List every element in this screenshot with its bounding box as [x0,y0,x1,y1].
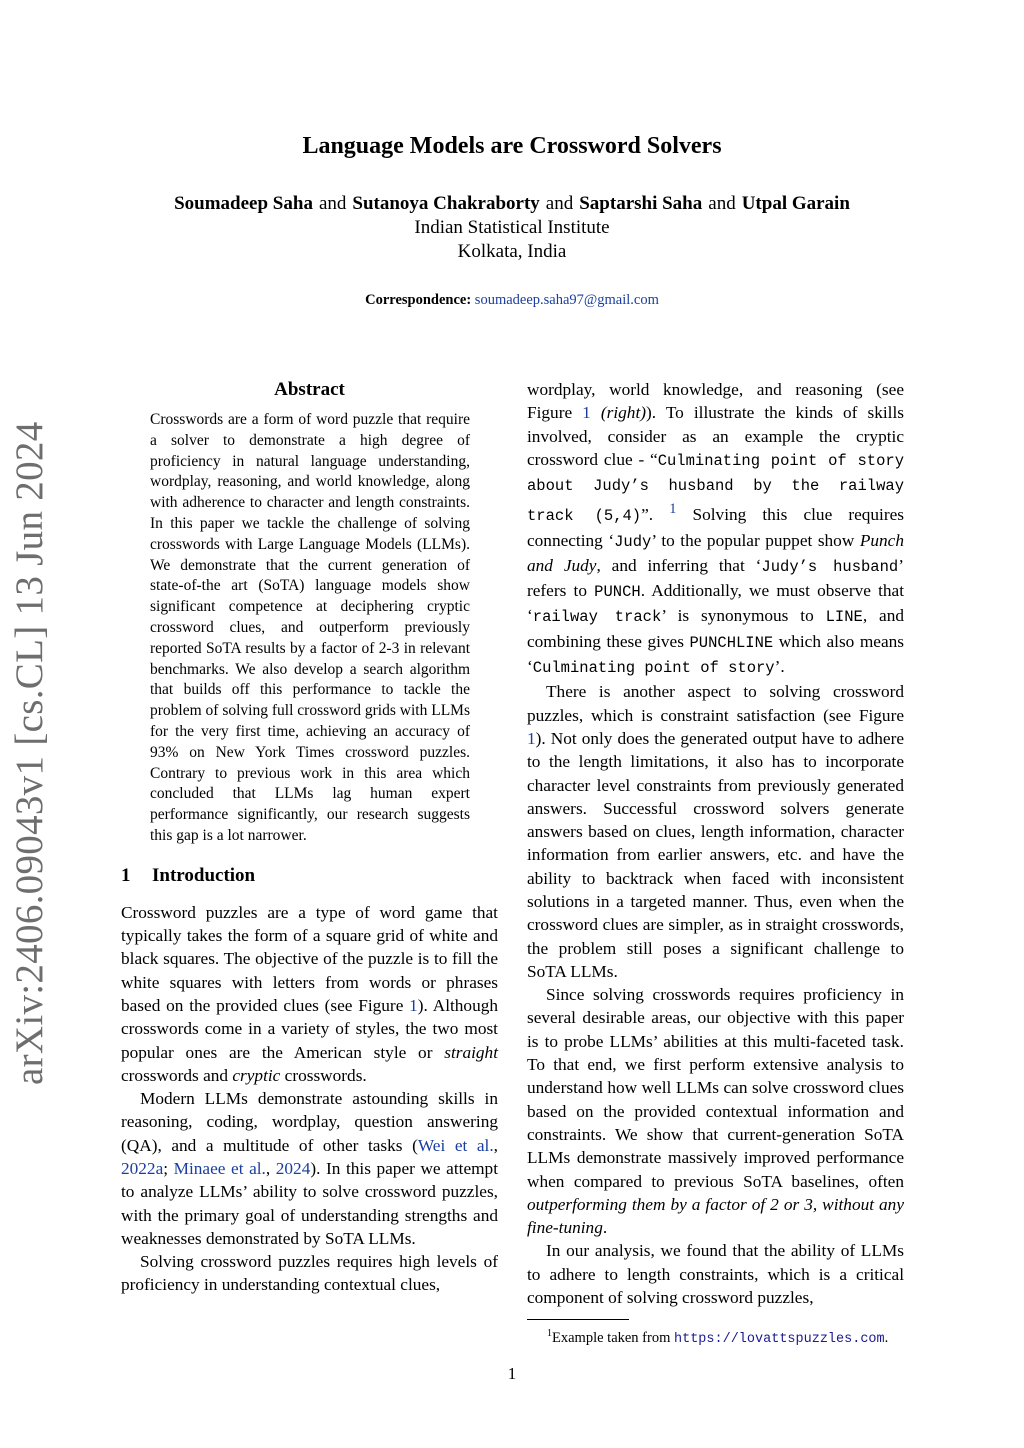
emphasis: straight [444,1042,498,1062]
text-run: . [602,1218,608,1238]
section-title: Introduction [152,864,256,886]
authors-line [0,192,1024,216]
right-column [527,378,904,1350]
code-term: PUNCH [594,583,641,602]
page-number: 1 [507,1364,517,1383]
text-run [591,403,601,422]
author-name: Saptarshi Saha [579,193,703,214]
text-run: ’ to the popular puppet show [651,530,860,550]
intro-paragraph-1 [121,901,498,1087]
clue-code: Culminating point of story about Judy’s husband by the railway track (5,4) [527,451,905,526]
text-run: crosswords. [280,1065,367,1085]
author-name: Utpal Garain [741,193,850,214]
figure-1-link[interactable]: 1 [582,403,591,423]
affiliation-location: Kolkata, India [457,241,567,262]
text-run: ; [163,1159,174,1178]
citation-wei-year-link[interactable]: 2022a [121,1159,164,1178]
code-term: PUNCHLINE [689,633,774,652]
code-term: Judy’s husband [761,557,899,576]
text-run: ’ is synonymous to [661,606,826,626]
abstract-heading: Abstract [274,379,345,400]
arxiv-identifier-stamp: arXiv:2406.09043v1 [cs.CL] 13 Jun 2024 [8,421,51,1085]
text-run: ”. [641,505,670,525]
title-block [0,128,1024,310]
text-run: Crossword puzzles are a type of word game that typically takes the form of a square grid of white and black squares. The objective of the puzzle is to fill the white squares with letters from words or phrases based on the provided clues (see Figure [121,902,498,1015]
footnote-1-marker[interactable]: 1 [669,501,677,518]
author-separator: and [708,193,736,214]
code-term: LINE [825,608,863,627]
text-run: Modern LLMs demonstrate astounding skills in reasoning, coding, wordplay, question answering (QA), and a multitude of other tasks ( [121,1089,498,1155]
correspondence-email-link[interactable]: soumadeep.saha97@gmail.com [474,292,659,308]
code-term: Judy [614,532,652,551]
text-run: , and inferring that ‘ [596,555,762,575]
right-paragraph-4: In our analysis, we found that the ability of LLMs to adhere to length constraints, which is a critical component of solving crossword puzzles, [527,1241,904,1308]
citation-wei-link[interactable]: Wei et al. [417,1135,494,1155]
text-run: , [265,1159,276,1178]
text-run: ’ refers to [527,555,904,601]
text-run: ). To illustrate the kinds of skills involved, consider as an example the cryptic crossword clue - “ [527,403,904,469]
text-run: ). In this paper we attempt to analyze LLMs’ ability to solve crossword puzzles, with the primary goal of understanding strengths and weaknesses demonstrated by SoTA LLMs. [121,1159,498,1248]
author-name: Sutanoya Chakraborty [352,193,540,214]
text-run: Solving this clue requires connecting ‘ [527,505,904,550]
citation-minaee-year-link[interactable]: 2024 [275,1159,311,1178]
author-separator: and [545,193,574,214]
intro-paragraph-2 [121,1087,498,1250]
text-run: crosswords and [121,1065,233,1085]
text-run: ’. [774,657,785,677]
affiliation-institute: Indian Statistical Institute [414,217,610,238]
footnote [527,1324,904,1350]
text-run: ). Although crosswords come in a variety of styles, the two most popular ones are the American style or [121,995,498,1062]
code-term: railway track [532,608,662,627]
footnote-text: Example taken from [552,1330,674,1347]
right-paragraph-2 [527,680,904,983]
author-name: Soumadeep Saha [174,193,313,214]
abstract-text: Crosswords are a form of word puzzle that require a solver to demonstrate a high degree of proficiency in natural language understanding, wordplay, reasoning, and world knowledge, along with adherence to character and length constraints. In this paper we tackle the challenge of solving crosswords with Large Language Models (LLMs). We demonstrate that the current generation of state-of-the art (SoTA) language models show significant competence at deciphering cryptic crossword clues, and outperform previously reported SoTA results by a factor of 2-3 in relevant benchmarks. We also develop a search algorithm that builds off this performance to tackle the problem of solving full crossword grids with LLMs for the very first time, achieving an accuracy of 93% on New York Times crossword puzzles. Contrary to previous work in this area which concluded that LLMs lag human expert performance significantly, our research suggests this gap is a lot narrower. [150,411,470,844]
footnote-text: . [884,1330,889,1347]
intro-paragraph-3: Solving crossword puzzles requires high levels of proficiency in understanding contextual clues, [121,1252,498,1295]
emphasis: (right) [600,403,646,423]
text-run: wordplay, world knowledge, and reasoning (see Figure [527,380,904,423]
emphasis: cryptic [232,1065,281,1085]
footnote-divider [527,1319,629,1320]
correspondence-label: Correspondence: [365,292,472,308]
code-term: Culminating point of story [532,659,775,678]
text-run: , and combining these gives [527,606,905,651]
text-run: Since solving crosswords requires proficiency in several desirable areas, our objective with this paper is to probe LLMs’ abilities at this multi-faceted task. To that end, we first perform extensive analysis to understand how well LLMs can solve crossword clues based on the provided contextual information and constraints. We show that current-generation SoTA LLMs demonstrate massively improved performance when compared to previous SoTA baselines, often [527,985,904,1191]
text-run: . Additionally, we must observe that ‘ [527,581,904,626]
footnote-mark: 1 [547,1328,552,1340]
right-paragraph-3 [527,983,904,1239]
text-run: ). Not only does the generated output have to adhere to the length limitations, it also has to incorporate character level constraints from previously generated answers. Successful crossword solvers generate answers based on clues, length information, character information from earlier answers, etc. and have the ability to backtrack when faced with inconsistent solutions in a targeted manner. Thus, even when the crossword clues are simpler, as in straight crosswords, the problem still poses a significant challenge to SoTA LLMs. [527,728,904,981]
emphasis: outperforming them by a factor of 2 or 3, without any fine-tuning [527,1194,904,1238]
emphasis: Punch and Judy [527,530,904,575]
text-run: There is another aspect to solving crossword puzzles, which is constraint satisfaction (see Figure [527,682,904,725]
left-column [121,376,498,1297]
footnote-url-link[interactable]: https://lovattspuzzles.com [674,1332,885,1348]
author-separator: and [318,193,347,214]
paper-title: Language Models are Crossword Solvers [302,133,722,159]
figure-1-link[interactable]: 1 [527,728,536,748]
section-number: 1 [121,864,131,886]
text-run: , [493,1135,498,1155]
text-run: which also means ‘ [527,631,904,677]
citation-minaee-link[interactable]: Minaee et al. [173,1159,266,1178]
figure-1-link[interactable]: 1 [409,995,418,1015]
section-heading-introduction [121,861,498,891]
correspondence-line [0,290,1024,310]
right-paragraph-1 [527,378,904,680]
